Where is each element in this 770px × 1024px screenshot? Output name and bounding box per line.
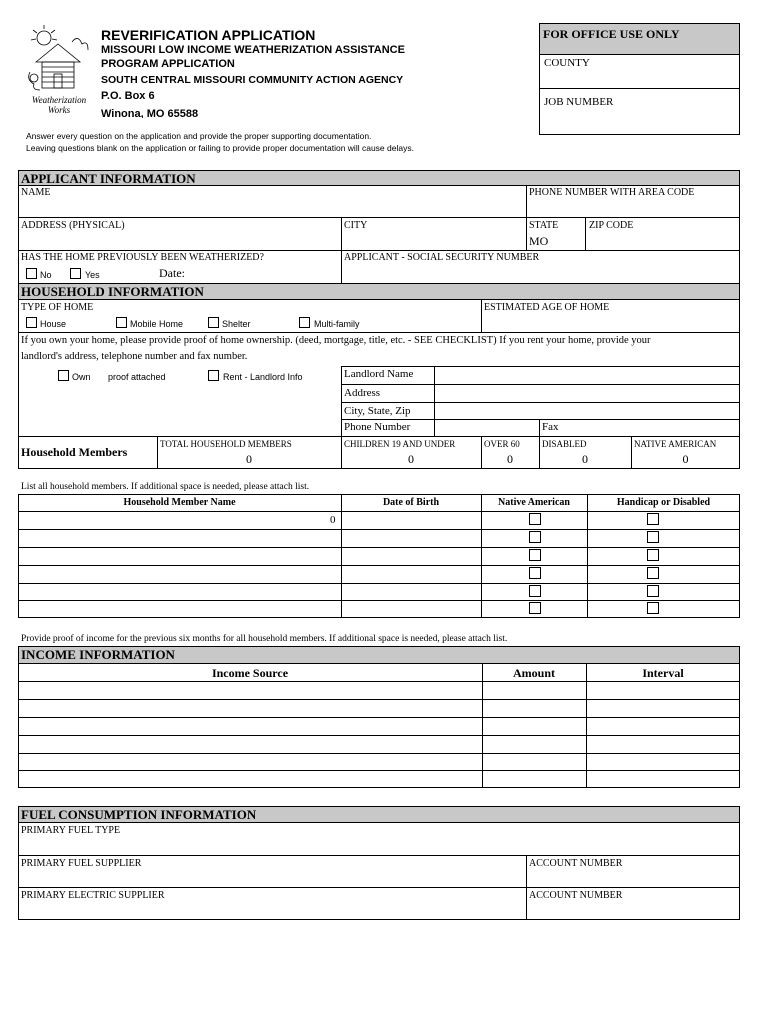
household-members-label: Household Members bbox=[21, 445, 128, 459]
over-60-value[interactable]: 0 bbox=[507, 452, 513, 466]
instructions-line-1: Answer every question on the application and provide the proper supporting documentation. bbox=[26, 131, 372, 141]
divider bbox=[18, 753, 740, 754]
native-american-checkbox[interactable] bbox=[529, 602, 541, 614]
divider bbox=[526, 185, 527, 218]
income-col-interval: Interval bbox=[642, 666, 684, 680]
divider bbox=[526, 217, 527, 250]
total-members-label: TOTAL HOUSEHOLD MEMBERS bbox=[160, 439, 292, 449]
form-title: REVERIFICATION APPLICATION bbox=[101, 27, 316, 43]
house-checkbox[interactable] bbox=[26, 317, 37, 328]
divider bbox=[18, 887, 740, 888]
handicap-checkbox[interactable] bbox=[647, 549, 659, 561]
divider bbox=[18, 511, 740, 512]
logo-text-1: Weatherization bbox=[31, 95, 87, 105]
native-american-checkbox[interactable] bbox=[529, 549, 541, 561]
divider bbox=[481, 299, 482, 332]
divider bbox=[18, 855, 740, 856]
income-info-header: INCOME INFORMATION bbox=[18, 646, 740, 664]
office-use-title: FOR OFFICE USE ONLY bbox=[543, 27, 680, 41]
divider bbox=[18, 332, 740, 333]
members-col-dob: Date of Birth bbox=[382, 497, 440, 508]
handicap-checkbox[interactable] bbox=[647, 513, 659, 525]
own-checkbox[interactable] bbox=[58, 370, 69, 381]
weatherized-date-label: Date: bbox=[159, 266, 185, 280]
shelter-label: Shelter bbox=[222, 319, 251, 329]
weatherized-question: HAS THE HOME PREVIOUSLY BEEN WEATHERIZED? bbox=[21, 252, 264, 263]
native-american-checkbox[interactable] bbox=[529, 585, 541, 597]
member-row-1-value[interactable]: 0 bbox=[330, 514, 336, 526]
type-of-home-label: TYPE OF HOME bbox=[21, 302, 94, 313]
instructions-line-2: Leaving questions blank on the application or failing to provide proper documentation will cause delays. bbox=[26, 143, 414, 153]
divider bbox=[18, 770, 740, 771]
state-value[interactable]: MO bbox=[529, 234, 549, 248]
children-value[interactable]: 0 bbox=[408, 452, 414, 466]
members-col-name: Household Member Name bbox=[123, 497, 236, 508]
handicap-checkbox[interactable] bbox=[647, 585, 659, 597]
rent-checkbox[interactable] bbox=[208, 370, 219, 381]
disabled-label: DISABLED bbox=[542, 439, 587, 449]
program-subtitle-2: PROGRAM APPLICATION bbox=[101, 58, 235, 70]
address-label: ADDRESS (PHYSICAL) bbox=[21, 220, 125, 231]
state-label: STATE bbox=[529, 220, 559, 231]
estimated-age-label: ESTIMATED AGE OF HOME bbox=[484, 302, 610, 313]
county-label: COUNTY bbox=[544, 57, 590, 69]
native-american-checkbox[interactable] bbox=[529, 567, 541, 579]
divider bbox=[18, 250, 740, 251]
divider bbox=[18, 717, 740, 718]
native-american-checkbox[interactable] bbox=[529, 531, 541, 543]
ssn-label: APPLICANT - SOCIAL SECURITY NUMBER bbox=[344, 252, 540, 263]
agency-address-1: P.O. Box 6 bbox=[101, 90, 155, 102]
multi-family-checkbox[interactable] bbox=[299, 317, 310, 328]
name-label: NAME bbox=[21, 187, 51, 198]
income-col-amount: Amount bbox=[512, 666, 555, 680]
primary-fuel-type-label: PRIMARY FUEL TYPE bbox=[21, 825, 121, 836]
disabled-value[interactable]: 0 bbox=[582, 452, 588, 466]
house-label: House bbox=[40, 319, 67, 329]
zip-label: ZIP CODE bbox=[589, 220, 634, 231]
divider bbox=[341, 402, 740, 403]
program-subtitle-1: MISSOURI LOW INCOME WEATHERIZATION ASSISTANCE bbox=[101, 44, 405, 56]
divider bbox=[341, 366, 740, 367]
children-label: CHILDREN 19 AND UNDER bbox=[344, 439, 456, 449]
electric-account-number-label: ACCOUNT NUMBER bbox=[529, 890, 623, 901]
phone-label: PHONE NUMBER WITH AREA CODE bbox=[529, 187, 695, 198]
divider bbox=[341, 419, 740, 420]
divider bbox=[18, 217, 740, 218]
divider bbox=[18, 583, 740, 584]
over-60-label: OVER 60 bbox=[484, 439, 520, 449]
primary-electric-supplier-label: PRIMARY ELECTRIC SUPPLIER bbox=[21, 890, 165, 901]
divider bbox=[585, 217, 586, 250]
rent-landlord-label: Rent - Landlord Info bbox=[223, 372, 303, 382]
native-american-value[interactable]: 0 bbox=[682, 452, 689, 466]
income-col-source: Income Source bbox=[211, 666, 289, 680]
landlord-address-label: Address bbox=[344, 387, 381, 399]
divider bbox=[18, 681, 740, 682]
divider bbox=[18, 565, 740, 566]
agency-address-2: Winona, MO 65588 bbox=[101, 108, 199, 118]
handicap-checkbox[interactable] bbox=[647, 567, 659, 579]
shelter-checkbox[interactable] bbox=[208, 317, 219, 328]
multi-family-label: Multi-family bbox=[314, 319, 360, 329]
landlord-name-label: Landlord Name bbox=[344, 368, 414, 380]
city-label: CITY bbox=[344, 220, 368, 231]
divider bbox=[18, 735, 740, 736]
weatherized-no-label: No bbox=[40, 270, 52, 280]
total-members-value[interactable]: 0 bbox=[246, 452, 252, 466]
members-col-handicap: Handicap or Disabled bbox=[616, 497, 711, 508]
handicap-checkbox[interactable] bbox=[647, 602, 659, 614]
divider bbox=[18, 699, 740, 700]
native-american-checkbox[interactable] bbox=[529, 513, 541, 525]
native-american-label: NATIVE AMERICAN bbox=[634, 439, 717, 449]
divider bbox=[341, 384, 740, 385]
income-note: Provide proof of income for the previous six months for all household members. If additional space is needed, please attach list. bbox=[21, 634, 508, 644]
mobile-home-label: Mobile Home bbox=[130, 319, 184, 329]
office-divider bbox=[539, 88, 740, 89]
members-table-note: List all household members. If additional space is needed, please attach list. bbox=[21, 482, 310, 492]
divider bbox=[18, 529, 740, 530]
fuel-account-number-label: ACCOUNT NUMBER bbox=[529, 858, 623, 869]
applicant-info-section bbox=[18, 185, 740, 284]
own-label: Own bbox=[72, 372, 91, 382]
members-col-native: Native American bbox=[498, 497, 570, 508]
landlord-fax-label: Fax bbox=[542, 421, 559, 433]
handicap-checkbox[interactable] bbox=[647, 531, 659, 543]
landlord-city-label: City, State, Zip bbox=[344, 405, 411, 417]
landlord-phone-label: Phone Number bbox=[344, 421, 411, 433]
mobile-home-checkbox[interactable] bbox=[116, 317, 127, 328]
agency-name: SOUTH CENTRAL MISSOURI COMMUNITY ACTION AGENCY bbox=[101, 74, 404, 86]
weatherized-no-checkbox[interactable] bbox=[26, 268, 37, 279]
weatherized-yes-checkbox[interactable] bbox=[70, 268, 81, 279]
weatherized-yes-label: Yes bbox=[85, 270, 100, 280]
house-sun-logo-icon bbox=[22, 22, 94, 102]
proof-attached-label: proof attached bbox=[108, 372, 166, 382]
divider bbox=[539, 419, 540, 436]
ownership-instructions-1: If you own your home, please provide proof of home ownership. (deed, mortgage, title, etc. - SEE CHECKLIST) If you rent your home, provide your bbox=[21, 335, 651, 346]
fuel-info-section bbox=[18, 822, 740, 920]
ownership-instructions-2: landlord's address, telephone number and fax number. bbox=[21, 351, 248, 362]
weatherization-logo bbox=[22, 22, 94, 114]
office-use-header bbox=[540, 24, 739, 55]
divider bbox=[18, 600, 740, 601]
divider bbox=[434, 366, 435, 436]
primary-fuel-supplier-label: PRIMARY FUEL SUPPLIER bbox=[21, 858, 142, 869]
logo-text-2: Works bbox=[47, 105, 71, 115]
fuel-info-header: FUEL CONSUMPTION INFORMATION bbox=[18, 806, 740, 823]
job-number-label: JOB NUMBER bbox=[544, 96, 614, 108]
household-info-header: HOUSEHOLD INFORMATION bbox=[18, 283, 740, 300]
divider bbox=[18, 547, 740, 548]
applicant-info-header: APPLICANT INFORMATION bbox=[18, 170, 740, 186]
